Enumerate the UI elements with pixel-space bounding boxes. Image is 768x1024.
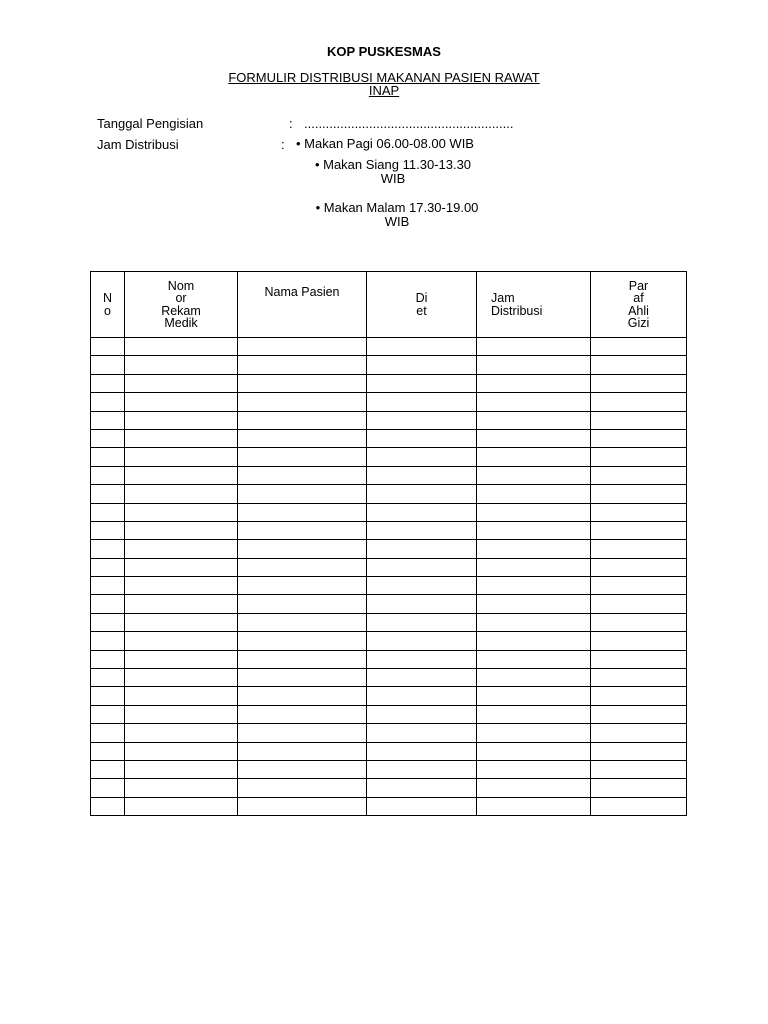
table-cell[interactable] [477,797,591,815]
schedule-siang-line1: • Makan Siang 11.30-13.30 [314,157,472,172]
table-cell[interactable] [91,338,125,356]
table-cell[interactable] [477,613,591,631]
table-cell[interactable] [591,466,687,484]
table-cell[interactable] [91,705,125,723]
table-cell[interactable] [238,448,367,466]
table-cell[interactable] [238,411,367,429]
table-cell[interactable] [367,393,477,411]
table-cell[interactable] [91,485,125,503]
table-cell[interactable] [238,558,367,576]
table-cell[interactable] [125,797,238,815]
table-cell[interactable] [591,448,687,466]
table-cell[interactable] [91,540,125,558]
table-cell[interactable] [591,577,687,595]
schedule-malam-line2: WIB [384,214,410,229]
table-cell[interactable] [591,669,687,687]
table-cell[interactable] [591,338,687,356]
table-cell[interactable] [91,650,125,668]
table-cell[interactable] [91,393,125,411]
form-title-line1: FORMULIR DISTRIBUSI MAKANAN PASIEN RAWAT [228,70,540,85]
table-row [91,338,687,356]
table-row [91,577,687,595]
schedule-item [268,158,518,186]
table-cell[interactable] [367,448,477,466]
table-cell[interactable] [238,650,367,668]
table-row [91,742,687,760]
table-cell[interactable] [367,650,477,668]
distribution-table [90,271,687,816]
table-cell[interactable] [591,540,687,558]
table-cell[interactable] [591,705,687,723]
table-cell[interactable] [477,338,591,356]
table-cell[interactable] [125,374,238,392]
table-cell[interactable] [477,374,591,392]
table-cell[interactable] [367,742,477,760]
table-cell[interactable] [477,448,591,466]
table-row [91,540,687,558]
table-cell[interactable] [125,779,238,797]
table-cell[interactable] [591,374,687,392]
table-cell[interactable] [591,742,687,760]
form-title [196,71,572,97]
table-row [91,485,687,503]
table-cell[interactable] [591,595,687,613]
header-jam-distribusi: Jam Distribusi [477,272,591,338]
table-cell[interactable] [91,687,125,705]
table-cell[interactable] [125,338,238,356]
table-cell[interactable] [477,669,591,687]
table-cell[interactable] [91,779,125,797]
table-cell[interactable] [238,760,367,778]
table-cell[interactable] [591,724,687,742]
table-row [91,521,687,539]
tanggal-colon: : [289,116,293,131]
table-cell[interactable] [125,669,238,687]
table-cell[interactable] [367,705,477,723]
table-cell[interactable] [591,650,687,668]
table-row [91,411,687,429]
table-cell[interactable] [125,503,238,521]
table-cell[interactable] [238,466,367,484]
table-cell[interactable] [125,577,238,595]
table-cell[interactable] [367,429,477,447]
table-cell[interactable] [91,724,125,742]
table-cell[interactable] [477,540,591,558]
table-cell[interactable] [477,577,591,595]
table-cell[interactable] [367,540,477,558]
table-cell[interactable] [367,577,477,595]
table-cell[interactable] [238,374,367,392]
table-cell[interactable] [367,687,477,705]
table-cell[interactable] [91,429,125,447]
table-cell[interactable] [367,521,477,539]
table-cell[interactable] [238,613,367,631]
table-row [91,503,687,521]
table-cell[interactable] [367,613,477,631]
table-cell[interactable] [367,374,477,392]
table-cell[interactable] [91,466,125,484]
table-cell[interactable] [125,613,238,631]
table-cell[interactable] [91,595,125,613]
table-row [91,632,687,650]
table-cell[interactable] [91,374,125,392]
header-nama-pasien: Nama Pasien [238,272,367,338]
table-cell[interactable] [125,356,238,374]
table-cell[interactable] [125,632,238,650]
table-cell[interactable] [367,797,477,815]
table-row [91,466,687,484]
table-cell[interactable] [477,356,591,374]
table-cell[interactable] [125,540,238,558]
table-cell[interactable] [125,429,238,447]
table-row [91,356,687,374]
table-cell[interactable] [477,632,591,650]
table-header-row [91,272,687,338]
table-cell[interactable] [238,595,367,613]
table-cell[interactable] [238,779,367,797]
table-cell[interactable] [91,760,125,778]
table-cell[interactable] [477,650,591,668]
table-cell[interactable] [238,577,367,595]
schedule-pagi: • Makan Pagi 06.00-08.00 WIB [296,136,474,151]
header-no: N o [91,272,125,338]
table-cell[interactable] [477,705,591,723]
table-row [91,669,687,687]
table-cell[interactable] [125,411,238,429]
table-cell[interactable] [367,669,477,687]
table-row [91,558,687,576]
table-row [91,760,687,778]
table-cell[interactable] [125,595,238,613]
table-cell[interactable] [591,760,687,778]
table-cell[interactable] [591,356,687,374]
table-cell[interactable] [91,356,125,374]
header-diet: Di et [367,272,477,338]
tanggal-label: Tanggal Pengisian [97,116,204,131]
table-row [91,374,687,392]
form-title-line2: INAP [368,83,400,98]
kop-header: KOP PUSKESMAS [327,44,441,59]
table-cell[interactable] [591,521,687,539]
header-nomor-rekam-medik: Nom or Rekam Medik [125,272,238,338]
table-cell[interactable] [91,742,125,760]
table-row [91,613,687,631]
table-cell[interactable] [125,466,238,484]
table-cell[interactable] [591,558,687,576]
table-cell[interactable] [91,521,125,539]
table-cell[interactable] [238,705,367,723]
schedule-malam-line1: • Makan Malam 17.30-19.00 [315,200,479,215]
table-cell[interactable] [367,503,477,521]
table-cell[interactable] [477,393,591,411]
table-row [91,393,687,411]
table-row [91,705,687,723]
table-cell[interactable] [477,742,591,760]
table-row [91,429,687,447]
jam-distribusi-colon: : [281,137,285,152]
table-cell[interactable] [125,705,238,723]
table-row [91,650,687,668]
jam-distribusi-label: Jam Distribusi [97,137,179,152]
table-cell[interactable] [91,448,125,466]
table-cell[interactable] [238,742,367,760]
table-row [91,687,687,705]
table-cell[interactable] [477,724,591,742]
table-cell[interactable] [367,466,477,484]
table-cell[interactable] [91,632,125,650]
table-cell[interactable] [91,558,125,576]
table-cell[interactable] [125,650,238,668]
table-cell[interactable] [367,338,477,356]
table-cell[interactable] [91,503,125,521]
table-cell[interactable] [477,558,591,576]
table-cell[interactable] [238,356,367,374]
table-row [91,595,687,613]
table-cell[interactable] [591,797,687,815]
table-cell[interactable] [591,429,687,447]
table-cell[interactable] [367,595,477,613]
table-cell[interactable] [591,485,687,503]
table-cell[interactable] [367,760,477,778]
table-cell[interactable] [238,687,367,705]
table-cell[interactable] [91,613,125,631]
table-cell[interactable] [477,485,591,503]
table-row [91,779,687,797]
table-cell[interactable] [125,448,238,466]
table-row [91,448,687,466]
table-cell[interactable] [238,393,367,411]
table-cell[interactable] [591,503,687,521]
schedule-item [288,137,536,151]
table-cell[interactable] [477,411,591,429]
table-cell[interactable] [125,760,238,778]
table-cell[interactable] [238,521,367,539]
table-cell[interactable] [91,797,125,815]
table-row [91,724,687,742]
table-cell[interactable] [125,393,238,411]
tanggal-fill-line[interactable]: .......................................................... [304,116,514,131]
table-cell[interactable] [125,687,238,705]
table-cell[interactable] [591,779,687,797]
table-cell[interactable] [125,742,238,760]
table-cell[interactable] [91,577,125,595]
schedule-siang-line2: WIB [380,171,406,186]
table-cell[interactable] [591,687,687,705]
table-cell[interactable] [125,558,238,576]
table-cell[interactable] [477,521,591,539]
header-paraf-ahli-gizi: Par af Ahli Gizi [591,272,687,338]
table-cell[interactable] [91,669,125,687]
table-cell[interactable] [591,393,687,411]
table-cell[interactable] [238,724,367,742]
table-cell[interactable] [367,779,477,797]
table-cell[interactable] [367,558,477,576]
table-cell[interactable] [238,797,367,815]
schedule-item [272,201,522,229]
table-cell[interactable] [125,485,238,503]
table-cell[interactable] [238,485,367,503]
table-cell[interactable] [238,429,367,447]
table-cell[interactable] [477,687,591,705]
table-cell[interactable] [477,429,591,447]
table-cell[interactable] [125,521,238,539]
table-cell[interactable] [477,466,591,484]
table-cell[interactable] [477,595,591,613]
table-cell[interactable] [591,632,687,650]
table-cell[interactable] [238,632,367,650]
table-cell[interactable] [238,540,367,558]
table-cell[interactable] [238,503,367,521]
table-row [91,797,687,815]
table-cell[interactable] [238,669,367,687]
table-cell[interactable] [477,760,591,778]
table-cell[interactable] [367,485,477,503]
table-cell[interactable] [367,632,477,650]
table-cell[interactable] [367,724,477,742]
table-cell[interactable] [91,411,125,429]
table-cell[interactable] [367,411,477,429]
table-cell[interactable] [477,503,591,521]
table-cell[interactable] [477,779,591,797]
table-cell[interactable] [591,411,687,429]
table-cell[interactable] [591,613,687,631]
table-cell[interactable] [238,338,367,356]
table-cell[interactable] [125,724,238,742]
table-cell[interactable] [367,356,477,374]
